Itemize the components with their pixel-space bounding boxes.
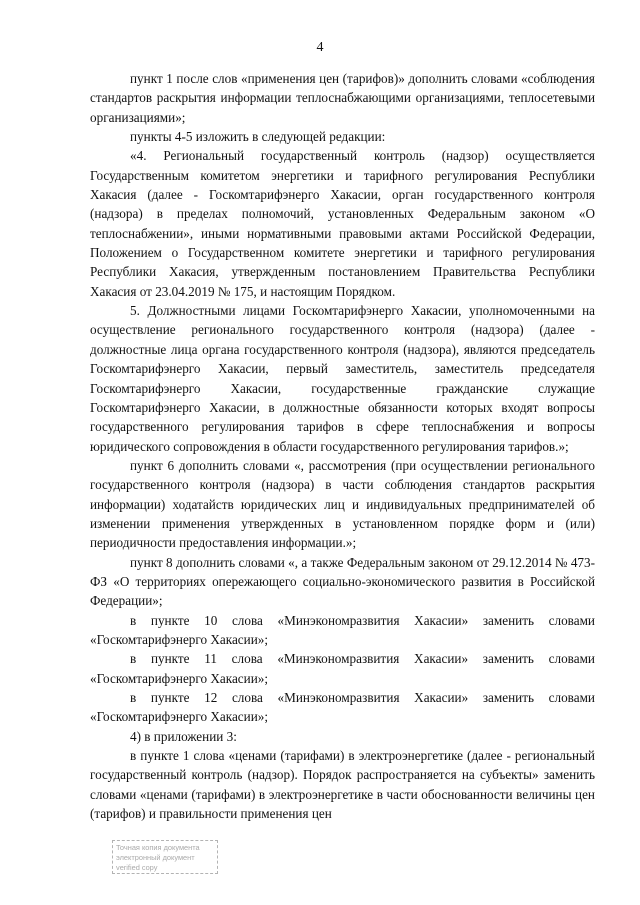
paragraph: пункты 4-5 изложить в следующей редакции: (130, 129, 386, 145)
page-number: 4 (316, 40, 324, 55)
paragraph: пункт 6 дополнить словами «, рассмотрения (при осуществлении регионального государственного контроля (надзора) в части соблюдения стандартов раскрытия информации) ходатайств юридических лиц и индивидуальных предпринимателей об изменении применения утвержденных в установленном порядке форм и (или) периодичности предоставления информации.»; (90, 457, 595, 551)
paragraph: «4. Региональный государственный контроль (надзор) осуществляется Государственным комитетом энергетики и тарифного регулирования Республики Хакасия (далее - Госкомтарифэнерго Хакасии, орган государственного контроля (надзора) в пределах полномочий, установленных Федеральным законом «О теплоснабжении», иными нормативными правовыми актами Российской Федерации, Положением о Государственном комитете энергетики и тарифного регулирования Республики Хакасия, утвержденным постановлением Правительства Республики Хакасия от 23.04.2019 № 175, и настоящим Порядком. (90, 148, 595, 299)
stamp-line: электронный документ (116, 853, 195, 862)
paragraph: в пункте 1 слова «ценами (тарифами) в электроэнергетике (далее - региональный государственный контроль (надзор). Порядок распространяется на субъекты» заменить словами «ценами (тарифами) в электроэнергетике в части обоснованности величины цен (тарифов) и правильности применения цен (90, 748, 595, 822)
paragraph: в пункте 11 слова «Минэкономразвития Хакасии» заменить словами «Госкомтарифэнерго Хакасии»; (90, 651, 595, 686)
document-body (90, 69, 595, 823)
paragraph: пункт 1 после слов «применения цен (тарифов)» дополнить словами «соблюдения стандартов раскрытия информации теплоснабжающими организациями, теплосетевыми организациями»; (90, 71, 595, 125)
stamp-line: verified copy (116, 863, 158, 872)
stamp-line: Точная копия документа (116, 843, 200, 852)
paragraph: 4) в приложении 3: (130, 728, 237, 744)
paragraph: 5. Должностными лицами Госкомтарифэнерго Хакасии, уполномоченными на осуществление регионального государственного контроля (надзора) (далее - должностные лица органа государственного контроля (надзора), являются председатель Госкомтарифэнерго Хакасии, первый заместитель, заместитель председателя Госкомтарифэнерго Хакасии, государственные гражданские служащие Госкомтарифэнерго Хакасии, в должностные обязанности которых входят вопросы государственного регулирования тарифов в сфере теплоснабжения и вопросы юридического сопровождения в области государственного регулирования тарифов.»; (90, 303, 595, 454)
paragraph: в пункте 10 слова «Минэкономразвития Хакасии» заменить словами «Госкомтарифэнерго Хакасии»; (90, 612, 595, 647)
paragraph: пункт 8 дополнить словами «, а также Федеральным законом от 29.12.2014 № 473-ФЗ «О территориях опережающего социально-экономического развития в Российской Федерации»; (90, 554, 595, 609)
paragraph: в пункте 12 слова «Минэкономразвития Хакасии» заменить словами «Госкомтарифэнерго Хакасии»; (90, 690, 595, 725)
document-stamp (112, 840, 218, 874)
